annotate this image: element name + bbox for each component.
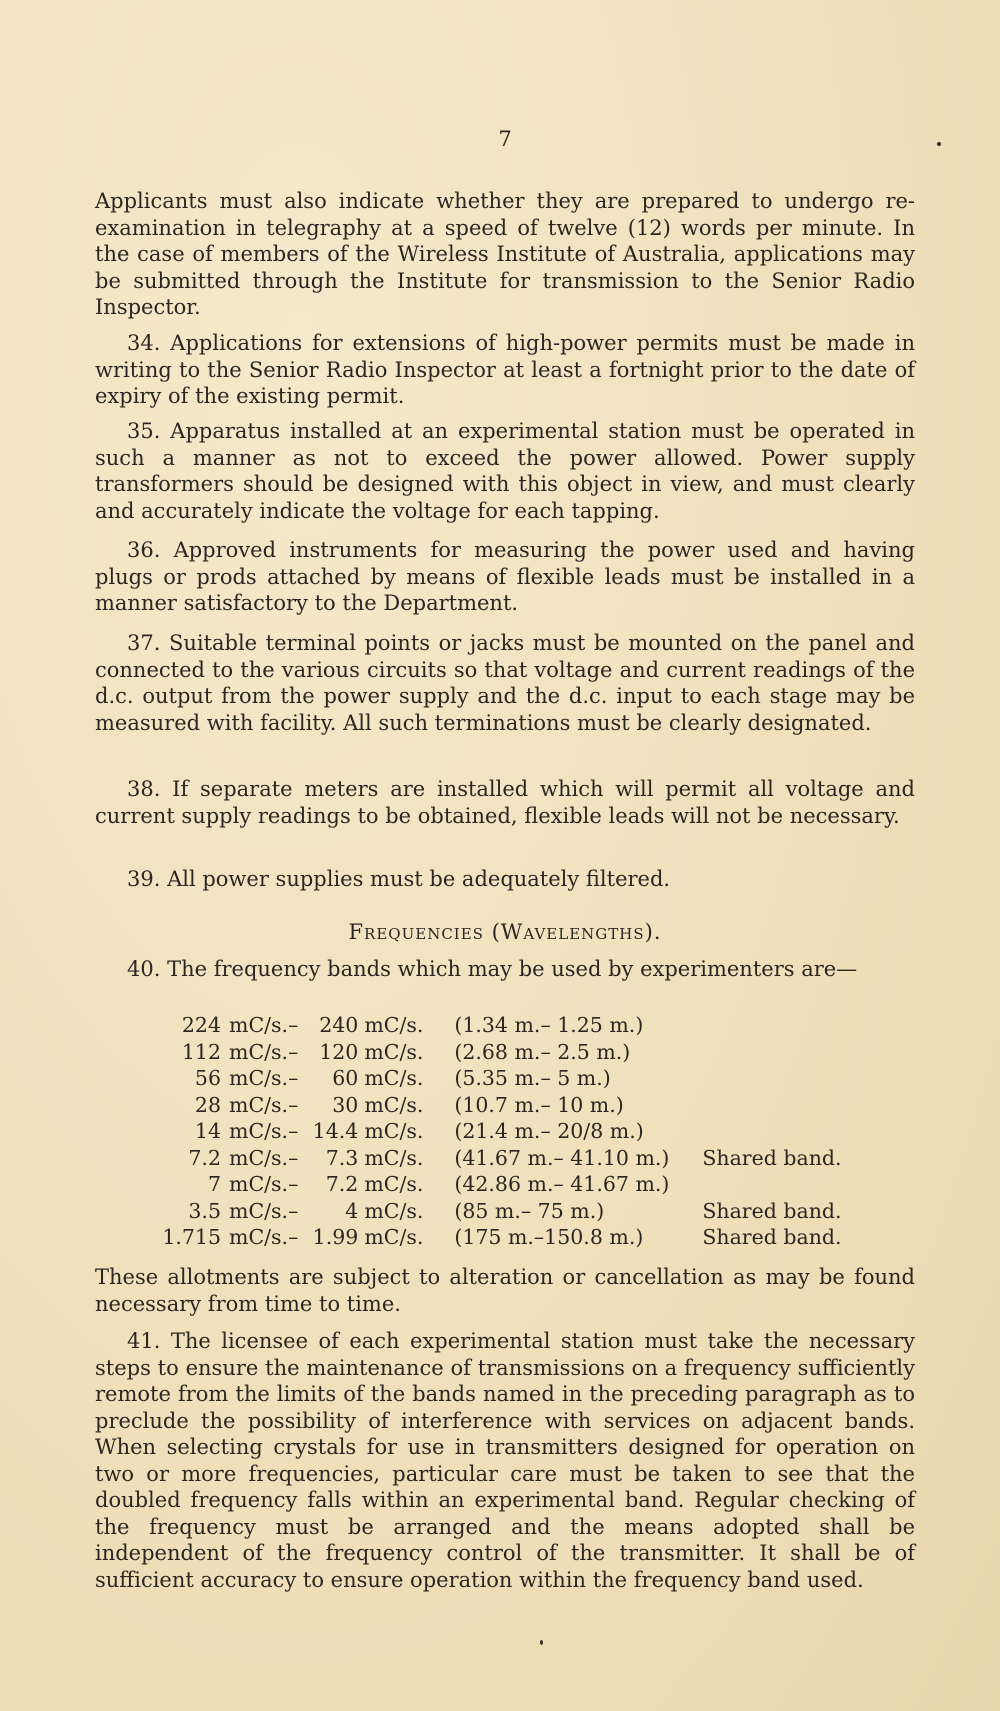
band-end-unit: mC/s.: [364, 1039, 424, 1064]
band-end: 7.2: [325, 1172, 359, 1196]
band-start: 14: [194, 1119, 221, 1143]
band-start: 56: [194, 1066, 221, 1090]
band-end-unit: mC/s.: [364, 1145, 424, 1170]
band-start: 3.5: [188, 1198, 221, 1223]
band-wavelength: (5.35 m.– 5 m.): [454, 1066, 611, 1090]
band-start: 28: [194, 1092, 221, 1117]
band-note: [702, 1171, 915, 1198]
band-start: 7: [207, 1172, 221, 1196]
band-end-unit: mC/s.: [364, 1013, 424, 1037]
band-wavelength: (21.4 m.– 20/8 m.): [454, 1119, 644, 1143]
band-end: 1.99: [312, 1225, 359, 1249]
paragraph-41: 41. The licensee of each experimental station must take the necessary steps to ensure the maintenance of transmissions on a frequency sufficiently remote from the limits of the bands named in the preceding paragraph as to preclude the possibility of interference with services on adjacent bands. When selecting crystals for use in transmitters designed for operation on two or more frequencies, particular care must be taken to see that the doubled frequency falls within an experimental band. Regular checking of the frequency must be arranged and the means adopted shall be independent of the frequency control of the transmitter. It shall be of sufficient accuracy to ensure operation within the frequency band used.: [95, 1329, 915, 1592]
band-start-unit: mC/s.–: [229, 1119, 299, 1143]
band-end: 4: [345, 1198, 359, 1223]
paragraph-40: 40. The frequency bands which may be used by experimenters are—: [127, 957, 858, 981]
band-wavelength: (175 m.–150.8 m.): [454, 1225, 644, 1249]
band-wavelength: (10.7 m.– 10 m.): [454, 1092, 624, 1117]
band-note: [702, 1092, 915, 1119]
band-wavelength: (41.67 m.– 41.10 m.): [454, 1145, 670, 1170]
band-note: [702, 1012, 915, 1039]
page-number: 7: [498, 127, 512, 151]
paragraph-34: 34. Applications for extensions of high-power permits must be made in writing to the Senior Radio Inspector at least a fortnight prior to the date of expiry of the existing permit.: [95, 331, 915, 408]
band-start-unit: mC/s.–: [229, 1145, 299, 1170]
band-end: 120: [319, 1039, 359, 1064]
band-start: 1.715: [162, 1225, 221, 1249]
frequency-band-row: [139, 1198, 915, 1225]
band-start-unit: mC/s.–: [229, 1039, 299, 1064]
paragraph-36: 36. Approved instruments for measuring the power used and having plugs or prods attached by means of flexible leads must be installed in a manner satisfactory to the Department.: [95, 538, 915, 615]
band-end: 60: [332, 1066, 359, 1090]
frequency-band-row: [139, 1171, 915, 1198]
paragraph-intro: Applicants must also indicate whether they are prepared to undergo re-examination in telegraphy at a speed of twelve (12) words per minute. In the case of members of the Wireless Institute of Australia, applications may be submitted through the Institute for transmission to the Senior Radio Inspector.: [95, 189, 915, 319]
band-note: [702, 1039, 915, 1066]
band-start: 7.2: [188, 1145, 221, 1170]
band-start-unit: mC/s.–: [229, 1066, 299, 1090]
band-note: Shared band.: [702, 1225, 842, 1249]
band-end: 14.4: [312, 1119, 359, 1143]
frequency-band-row: [139, 1012, 915, 1039]
section-heading: Frequencies (Wavelengths).: [348, 920, 662, 944]
frequency-band-row: [139, 1145, 915, 1172]
frequency-bands-table: [139, 1012, 915, 1251]
band-wavelength: (42.86 m.– 41.67 m.): [454, 1172, 670, 1196]
band-start: 224: [181, 1013, 221, 1037]
paragraph-38: 38. If separate meters are installed which will permit all voltage and current supply readings to be obtained, flexible leads will not be necessary.: [95, 777, 915, 828]
band-end: 240: [319, 1013, 359, 1037]
frequency-band-row: [139, 1092, 915, 1119]
band-end: 30: [332, 1092, 359, 1117]
band-start-unit: mC/s.–: [229, 1092, 299, 1117]
frequency-band-row: [139, 1039, 915, 1066]
band-start-unit: mC/s.–: [229, 1013, 299, 1037]
band-start-unit: mC/s.–: [229, 1198, 299, 1223]
band-end-unit: mC/s.: [364, 1092, 424, 1117]
band-end-unit: mC/s.: [364, 1119, 424, 1143]
band-note: [702, 1118, 915, 1145]
band-wavelength: (1.34 m.– 1.25 m.): [454, 1013, 644, 1037]
band-start-unit: mC/s.–: [229, 1172, 299, 1196]
band-end-unit: mC/s.: [364, 1172, 424, 1196]
band-note: Shared band.: [702, 1198, 842, 1223]
frequency-band-row: [139, 1065, 915, 1092]
paper-speck: [937, 142, 941, 146]
band-end: 7.3: [325, 1145, 359, 1170]
band-start-unit: mC/s.–: [229, 1225, 299, 1249]
band-wavelength: (2.68 m.– 2.5 m.): [454, 1039, 631, 1064]
band-note: Shared band.: [702, 1145, 842, 1170]
paper-speck: [540, 1640, 543, 1645]
band-note: [702, 1065, 915, 1092]
paragraph-39: 39. All power supplies must be adequately filtered.: [127, 867, 671, 891]
paragraph-allotments: These allotments are subject to alteration or cancellation as may be found necessary from time to time.: [95, 1265, 915, 1316]
band-wavelength: (85 m.– 75 m.): [454, 1198, 605, 1223]
frequency-band-row: [139, 1224, 915, 1251]
paragraph-37: 37. Suitable terminal points or jacks must be mounted on the panel and connected to the various circuits so that voltage and current readings of the d.c. output from the power supply and the d.c. input to each stage may be measured with facility. All such terminations must be clearly designated.: [95, 631, 915, 735]
band-end-unit: mC/s.: [364, 1198, 424, 1223]
band-end-unit: mC/s.: [364, 1066, 424, 1090]
band-end-unit: mC/s.: [364, 1225, 424, 1249]
band-start: 112: [181, 1039, 221, 1064]
paragraph-35: 35. Apparatus installed at an experimental station must be operated in such a manner as not to exceed the power allowed. Power supply transformers should be designed with this object in view, and must clearly and accurately indicate the voltage for each tapping.: [95, 419, 915, 523]
frequency-band-row: [139, 1118, 915, 1145]
